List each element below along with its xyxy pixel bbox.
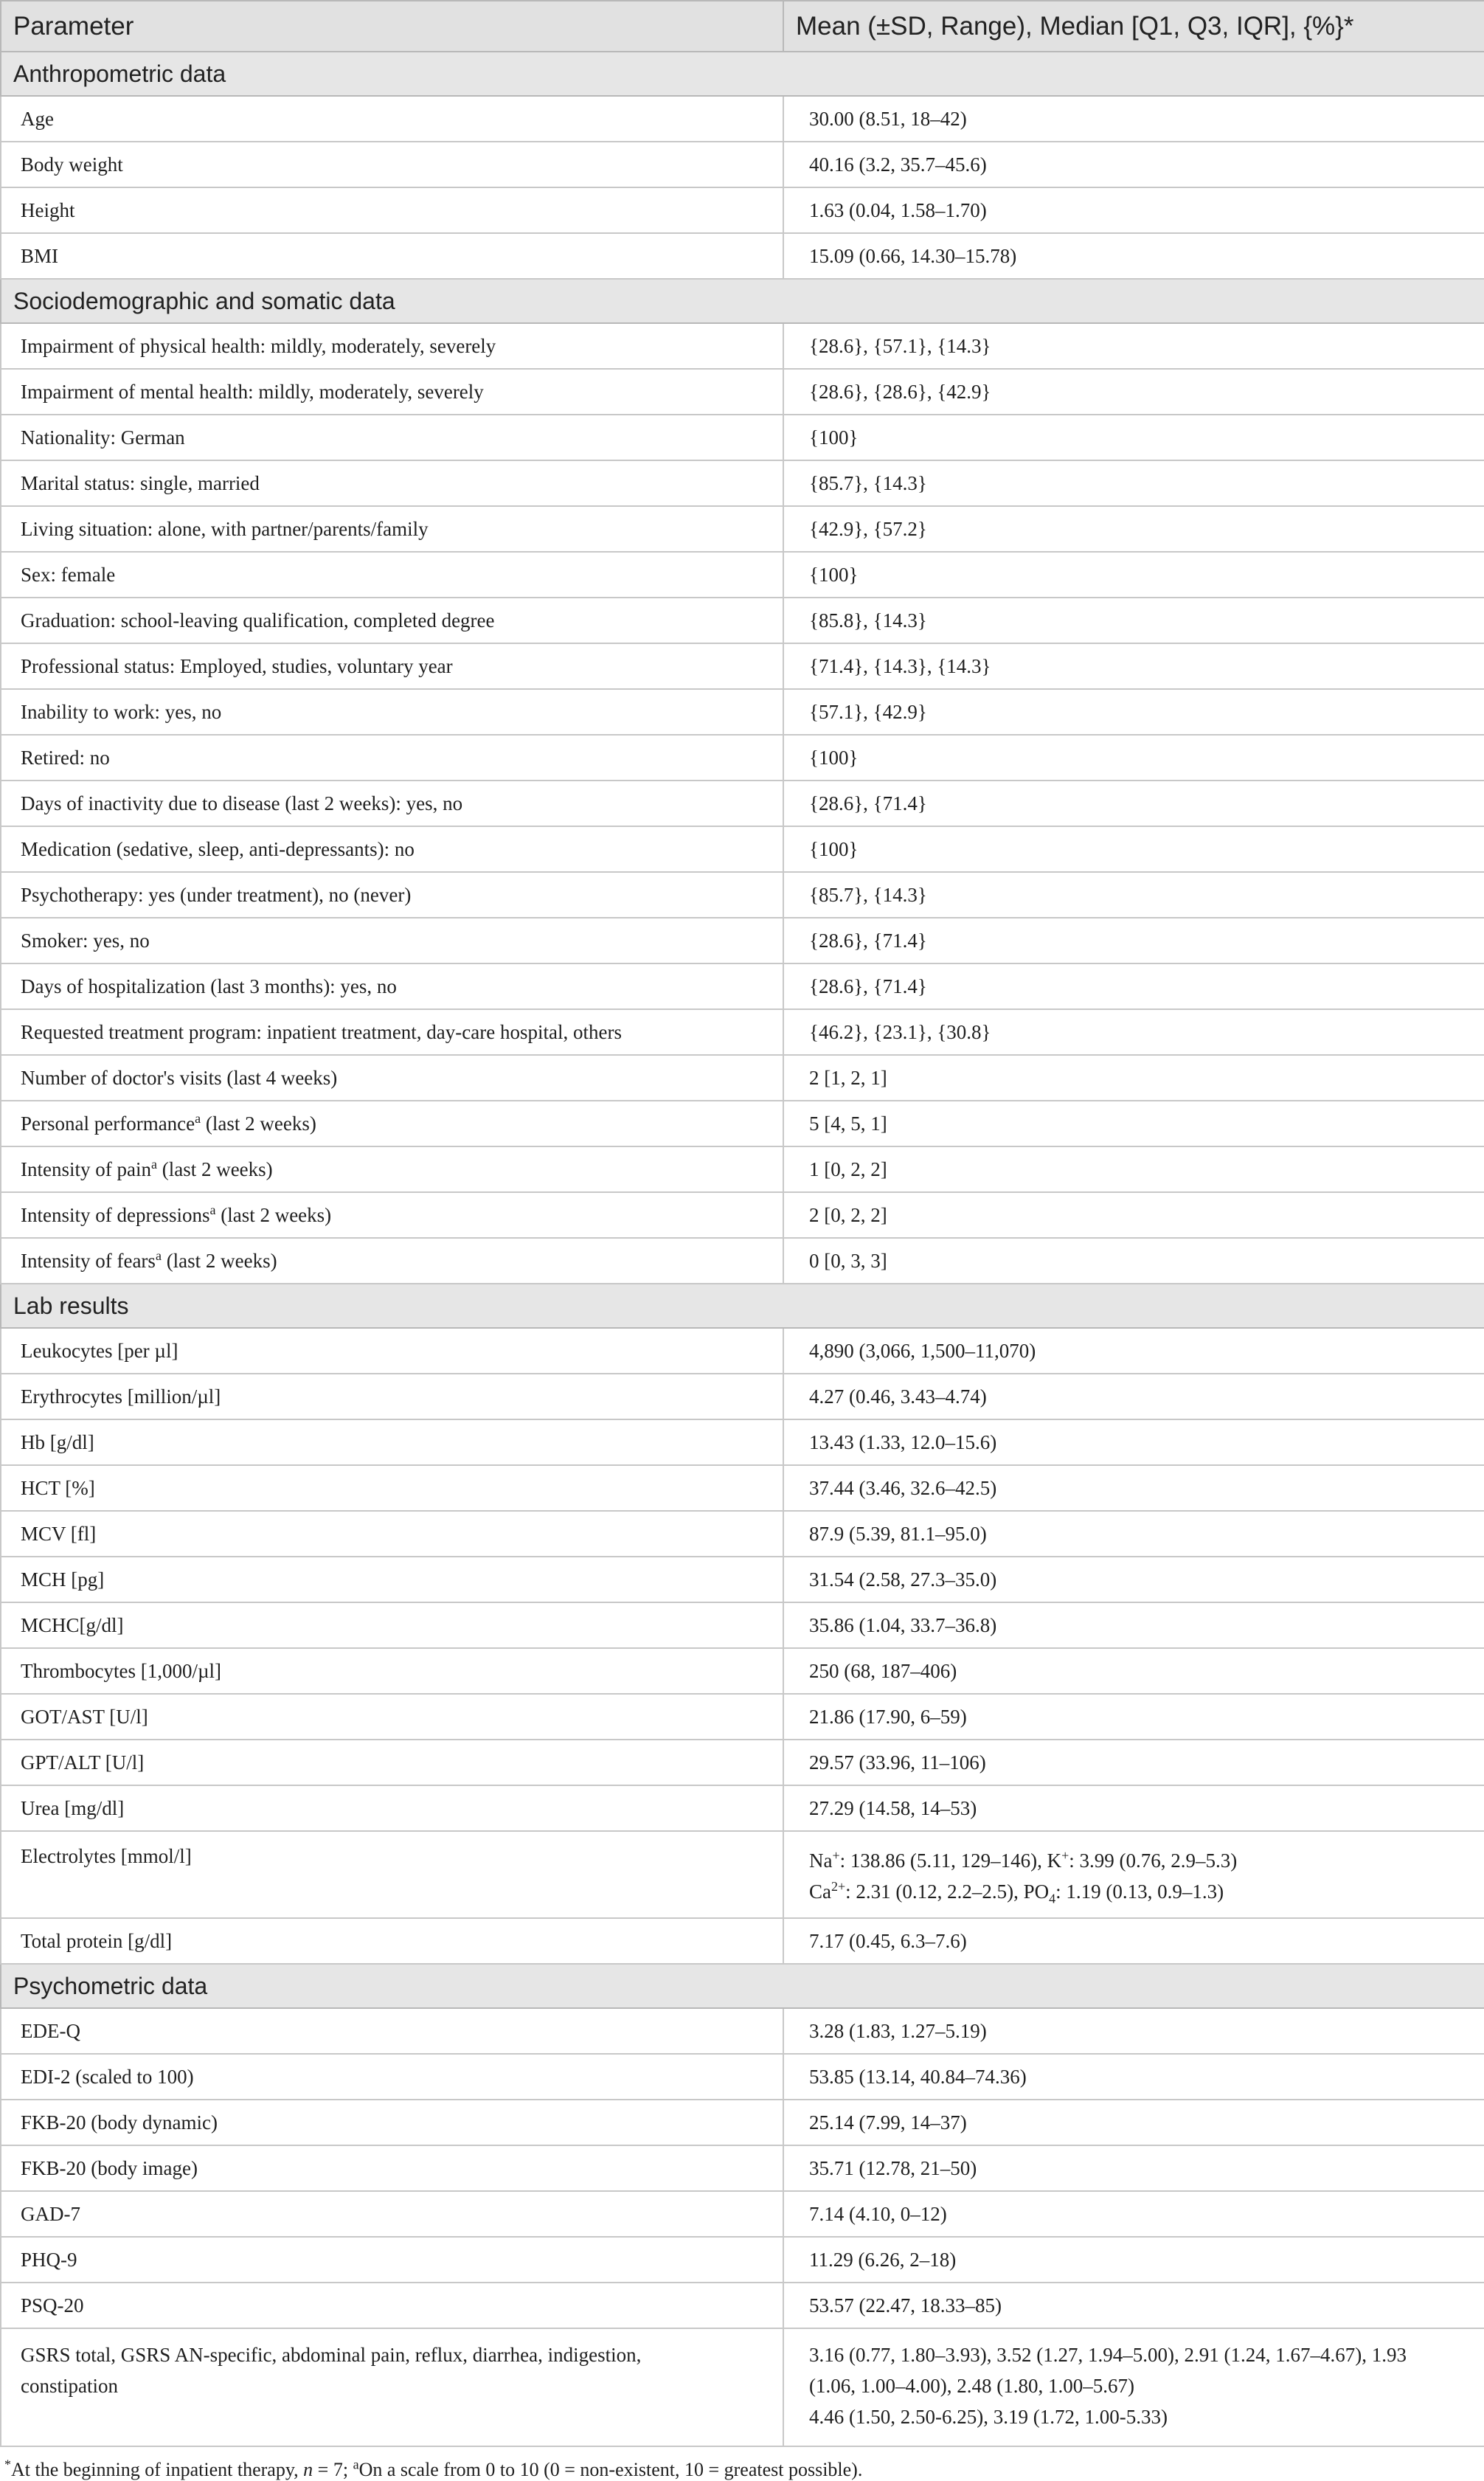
table-row — [1, 1009, 1484, 1055]
parameter-cell: FKB-20 (body dynamic) — [1, 2100, 783, 2145]
value-cell: 31.54 (2.58, 27.3–35.0) — [783, 1557, 1484, 1602]
table-row — [1, 963, 1484, 1009]
parameter-label: Personal performance — [21, 1112, 195, 1135]
value-cell: 53.57 (22.47, 18.33–85) — [783, 2283, 1484, 2328]
value-cell: 2 [0, 2, 2] — [783, 1192, 1484, 1238]
table-row — [1, 598, 1484, 643]
electrolyte-text: : 1.19 (0.13, 0.9–1.3) — [1055, 1880, 1224, 1903]
parameter-suffix: (last 2 weeks) — [201, 1112, 316, 1135]
value-cell: {71.4}, {14.3}, {14.3} — [783, 643, 1484, 689]
table-row — [1, 2008, 1484, 2054]
table-row — [1, 2054, 1484, 2100]
value-cell: 0 [0, 3, 3] — [783, 1238, 1484, 1284]
electrolyte-text: Ca — [809, 1880, 831, 1903]
parameter-cell: Leukocytes [per µl] — [1, 1328, 783, 1374]
table-row — [1, 1557, 1484, 1602]
parameter-cell: Erythrocytes [million/µl] — [1, 1374, 783, 1419]
parameter-label: Intensity of fears — [21, 1249, 156, 1272]
value-cell: {57.1}, {42.9} — [783, 689, 1484, 735]
parameter-suffix: (last 2 weeks) — [161, 1249, 277, 1272]
value-cell: 13.43 (1.33, 12.0–15.6) — [783, 1419, 1484, 1465]
parameter-cell: Sex: female — [1, 552, 783, 598]
table-row — [1, 415, 1484, 460]
section-header-lab — [1, 1284, 1484, 1328]
parameter-cell — [1, 2328, 783, 2446]
gsrs-value-line-2: (1.06, 1.00–4.00), 2.48 (1.80, 1.00–5.67) — [809, 2375, 1134, 2397]
parameter-cell: Smoker: yes, no — [1, 918, 783, 963]
gsrs-value-line-1: 3.16 (0.77, 1.80–3.93), 3.52 (1.27, 1.94–5.00), 2.91 (1.24, 1.67–4.67), 1.93 — [809, 2344, 1407, 2366]
table-row — [1, 460, 1484, 506]
table-row — [1, 552, 1484, 598]
electrolytes-line-1 — [809, 1845, 1484, 1876]
parameter-cell: EDE-Q — [1, 2008, 783, 2054]
parameter-cell: GPT/ALT [U/l] — [1, 1740, 783, 1785]
footnote-text-1: At the beginning of inpatient therapy, — [11, 2459, 304, 2480]
value-cell: 2 [1, 2, 1] — [783, 1055, 1484, 1101]
parameter-cell: Total protein [g/dl] — [1, 1918, 783, 1964]
section-header-psychometric — [1, 1964, 1484, 2008]
section-title: Anthropometric data — [1, 52, 1484, 96]
table-row — [1, 96, 1484, 142]
value-cell — [783, 1831, 1484, 1918]
value-cell: 40.16 (3.2, 35.7–45.6) — [783, 142, 1484, 187]
value-cell: 25.14 (7.99, 14–37) — [783, 2100, 1484, 2145]
section-title: Sociodemographic and somatic data — [1, 279, 1484, 323]
section-title: Psychometric data — [1, 1964, 1484, 2008]
parameter-cell: Days of inactivity due to disease (last 2 weeks): yes, no — [1, 781, 783, 826]
electrolyte-text: : 2.31 (0.12, 2.2–2.5), — [845, 1880, 1024, 1903]
value-cell: 15.09 (0.66, 14.30–15.78) — [783, 233, 1484, 279]
section-header-anthropometric — [1, 52, 1484, 96]
table-row — [1, 1419, 1484, 1465]
table-row — [1, 2100, 1484, 2145]
table-row — [1, 2145, 1484, 2191]
electrolyte-text: 2+ — [831, 1879, 846, 1894]
electrolytes-line-2 — [809, 1876, 1484, 1907]
value-cell: {100} — [783, 735, 1484, 781]
parameter-cell: PSQ-20 — [1, 2283, 783, 2328]
parameter-cell: Impairment of mental health: mildly, moderately, severely — [1, 369, 783, 415]
value-cell: 87.9 (5.39, 81.1–95.0) — [783, 1511, 1484, 1557]
value-cell: 21.86 (17.90, 6–59) — [783, 1694, 1484, 1740]
table-row — [1, 1918, 1484, 1964]
value-cell: 1.63 (0.04, 1.58–1.70) — [783, 187, 1484, 233]
table-row — [1, 1374, 1484, 1419]
header-row — [1, 1, 1484, 52]
parameter-cell: Height — [1, 187, 783, 233]
parameter-cell: MCV [fl] — [1, 1511, 783, 1557]
parameter-cell: Nationality: German — [1, 415, 783, 460]
table-row — [1, 1465, 1484, 1511]
electrolyte-text: 4 — [1049, 1891, 1056, 1906]
table-row-electrolytes — [1, 1831, 1484, 1918]
footnote-marker: a — [155, 1248, 162, 1263]
value-cell: 7.17 (0.45, 6.3–7.6) — [783, 1918, 1484, 1964]
parameter-cell: EDI-2 (scaled to 100) — [1, 2054, 783, 2100]
parameter-cell: Number of doctor's visits (last 4 weeks) — [1, 1055, 783, 1101]
table-row — [1, 1328, 1484, 1374]
parameter-cell: PHQ-9 — [1, 2237, 783, 2283]
parameter-cell: FKB-20 (body image) — [1, 2145, 783, 2191]
parameter-cell: Psychotherapy: yes (under treatment), no (never) — [1, 872, 783, 918]
table-row — [1, 1648, 1484, 1694]
table-row — [1, 1694, 1484, 1740]
table-row — [1, 369, 1484, 415]
value-cell: {100} — [783, 552, 1484, 598]
parameter-cell: GAD-7 — [1, 2191, 783, 2237]
parameter-cell: Medication (sedative, sleep, anti-depressants): no — [1, 826, 783, 872]
value-cell: {28.6}, {71.4} — [783, 918, 1484, 963]
gsrs-value-line-3: 4.46 (1.50, 2.50-6.25), 3.19 (1.72, 1.00-5.33) — [809, 2406, 1168, 2428]
parameter-cell: MCH [pg] — [1, 1557, 783, 1602]
table-row — [1, 1192, 1484, 1238]
table-row — [1, 1055, 1484, 1101]
table-row — [1, 689, 1484, 735]
value-cell: {85.7}, {14.3} — [783, 872, 1484, 918]
parameter-cell: GOT/AST [U/l] — [1, 1694, 783, 1740]
table-row — [1, 323, 1484, 369]
parameter-cell: BMI — [1, 233, 783, 279]
section-title: Lab results — [1, 1284, 1484, 1328]
column-header-parameter: Parameter — [1, 1, 783, 52]
parameter-label: Intensity of pain — [21, 1158, 151, 1180]
footnote-marker: a — [195, 1110, 201, 1126]
table-row — [1, 1602, 1484, 1648]
parameter-cell: Inability to work: yes, no — [1, 689, 783, 735]
parameter-cell: Hb [g/dl] — [1, 1419, 783, 1465]
parameter-cell: Urea [mg/dl] — [1, 1785, 783, 1831]
value-cell: {42.9}, {57.2} — [783, 506, 1484, 552]
parameter-cell: MCHC[g/dl] — [1, 1602, 783, 1648]
table-row — [1, 781, 1484, 826]
parameter-label: Intensity of depressions — [21, 1203, 210, 1226]
column-header-statistics: Mean (±SD, Range), Median [Q1, Q3, IQR], {%}* — [783, 1, 1484, 52]
value-cell: {28.6}, {57.1}, {14.3} — [783, 323, 1484, 369]
parameter-cell — [1, 1146, 783, 1192]
parameter-cell: Living situation: alone, with partner/parents/family — [1, 506, 783, 552]
parameter-cell — [1, 1192, 783, 1238]
table-row-gsrs — [1, 2328, 1484, 2446]
value-cell: 11.29 (6.26, 2–18) — [783, 2237, 1484, 2283]
table-row — [1, 1511, 1484, 1557]
parameter-cell: Thrombocytes [1,000/µl] — [1, 1648, 783, 1694]
value-cell: 35.71 (12.78, 21–50) — [783, 2145, 1484, 2191]
footnote-text-2: = 7; — [313, 2459, 353, 2480]
value-cell — [783, 2328, 1484, 2446]
section-header-sociodemographic — [1, 279, 1484, 323]
value-cell: {85.7}, {14.3} — [783, 460, 1484, 506]
parameter-cell: Graduation: school-leaving qualification, completed degree — [1, 598, 783, 643]
electrolyte-text: + — [832, 1848, 840, 1863]
electrolyte-text: Na — [809, 1849, 833, 1872]
table-row — [1, 1785, 1484, 1831]
footnote-sup-a: a — [353, 2457, 359, 2472]
parameter-cell: Professional status: Employed, studies, voluntary year — [1, 643, 783, 689]
table-row — [1, 233, 1484, 279]
value-cell: 7.14 (4.10, 0–12) — [783, 2191, 1484, 2237]
value-cell: 30.00 (8.51, 18–42) — [783, 96, 1484, 142]
footnote-star: * — [4, 2457, 11, 2472]
electrolyte-text: : 138.86 (5.11, 129–146), — [839, 1849, 1047, 1872]
table-row — [1, 1146, 1484, 1192]
parameter-cell: Marital status: single, married — [1, 460, 783, 506]
parameter-cell: Days of hospitalization (last 3 months): yes, no — [1, 963, 783, 1009]
table-row — [1, 2283, 1484, 2328]
value-cell: {100} — [783, 415, 1484, 460]
value-cell: {28.6}, {28.6}, {42.9} — [783, 369, 1484, 415]
electrolyte-text: K — [1047, 1849, 1062, 1872]
parameter-suffix: (last 2 weeks) — [215, 1203, 332, 1226]
parameter-cell: Age — [1, 96, 783, 142]
value-cell: 3.28 (1.83, 1.27–5.19) — [783, 2008, 1484, 2054]
value-cell: 1 [0, 2, 2] — [783, 1146, 1484, 1192]
table-row — [1, 2237, 1484, 2283]
value-cell: {85.8}, {14.3} — [783, 598, 1484, 643]
footnote-marker: a — [209, 1202, 216, 1217]
value-cell: {28.6}, {71.4} — [783, 963, 1484, 1009]
parameter-cell — [1, 1238, 783, 1284]
value-cell: 27.29 (14.58, 14–53) — [783, 1785, 1484, 1831]
table-row — [1, 872, 1484, 918]
footnote-n: n — [303, 2459, 313, 2480]
table-body — [1, 52, 1484, 2446]
parameter-cell: Body weight — [1, 142, 783, 187]
parameter-cell: Retired: no — [1, 735, 783, 781]
table-footnote — [0, 2447, 1484, 2481]
footnote-marker: a — [150, 1156, 157, 1172]
electrolyte-text: PO — [1023, 1880, 1050, 1903]
value-cell: {46.2}, {23.1}, {30.8} — [783, 1009, 1484, 1055]
parameter-cell: Electrolytes [mmol/l] — [1, 1831, 783, 1918]
value-cell: 250 (68, 187–406) — [783, 1648, 1484, 1694]
electrolyte-text: : 3.99 (0.76, 2.9–5.3) — [1069, 1849, 1238, 1872]
value-cell: 53.85 (13.14, 40.84–74.36) — [783, 2054, 1484, 2100]
table-row — [1, 735, 1484, 781]
value-cell: 5 [4, 5, 1] — [783, 1101, 1484, 1146]
parameter-suffix: (last 2 weeks) — [156, 1158, 273, 1180]
gsrs-label-line-1: GSRS total, GSRS AN-specific, abdominal pain, reflux, diarrhea, indigestion, — [21, 2344, 642, 2366]
value-cell: {28.6}, {71.4} — [783, 781, 1484, 826]
table-row — [1, 1740, 1484, 1785]
table-row — [1, 918, 1484, 963]
parameter-cell: Impairment of physical health: mildly, moderately, severely — [1, 323, 783, 369]
table-row — [1, 1238, 1484, 1284]
gsrs-label-line-2: constipation — [21, 2375, 118, 2397]
table-row — [1, 506, 1484, 552]
value-cell: 4,890 (3,066, 1,500–11,070) — [783, 1328, 1484, 1374]
footnote-text-3: On a scale from 0 to 10 (0 = non-existent, 10 = greatest possible). — [358, 2459, 863, 2480]
value-cell: 29.57 (33.96, 11–106) — [783, 1740, 1484, 1785]
parameter-cell: Requested treatment program: inpatient treatment, day-care hospital, others — [1, 1009, 783, 1055]
table-row — [1, 2191, 1484, 2237]
value-cell: 4.27 (0.46, 3.43–4.74) — [783, 1374, 1484, 1419]
table-row — [1, 826, 1484, 872]
parameter-cell — [1, 1101, 783, 1146]
table-row — [1, 1101, 1484, 1146]
parameter-cell: HCT [%] — [1, 1465, 783, 1511]
table-row — [1, 142, 1484, 187]
value-cell: 37.44 (3.46, 32.6–42.5) — [783, 1465, 1484, 1511]
value-cell: 35.86 (1.04, 33.7–36.8) — [783, 1602, 1484, 1648]
table-row — [1, 643, 1484, 689]
value-cell: {100} — [783, 826, 1484, 872]
electrolyte-text: + — [1061, 1848, 1069, 1863]
table-row — [1, 187, 1484, 233]
